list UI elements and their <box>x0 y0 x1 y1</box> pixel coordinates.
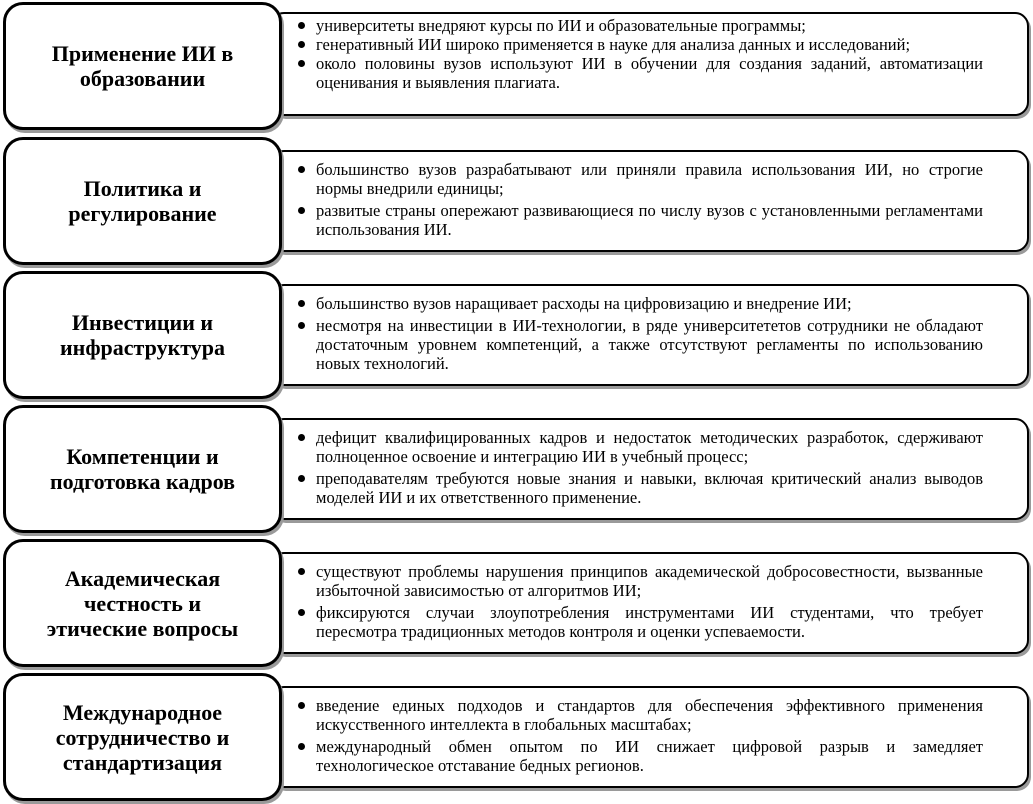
bullet-item: преподавателям требуются новые знания и навыки, включая критический анализ выводов моделей ИИ и их ответственного применение. <box>298 469 983 507</box>
bullet-icon <box>298 743 305 750</box>
bullet-icon <box>298 475 305 482</box>
section-title-box <box>3 271 282 399</box>
bullet-item: около половины вузов используют ИИ в обучении для создания заданий, автоматизации оценивания и выявления плагиата. <box>298 54 983 92</box>
bullet-item: большинство вузов разрабатывают или приняли правила использования ИИ, но строгие нормы внедрили единицы; <box>298 160 983 198</box>
section-title-box <box>3 539 282 667</box>
bullet-icon <box>298 434 305 441</box>
bullet-icon <box>298 22 305 29</box>
section-title: Применение ИИ в образовании <box>51 41 234 91</box>
bullet-item: международный обмен опытом по ИИ снижает цифровой разрыв и замедляет технологическое отставание бедных регионов. <box>298 737 983 775</box>
bullet-item: большинство вузов наращивает расходы на цифровизацию и внедрение ИИ; <box>298 294 983 313</box>
section-content-box <box>270 12 1029 116</box>
bullet-item: несмотря на инвестиции в ИИ-технологии, в ряде университететов сотрудники не обладают достаточным уровнем компетенций, а также отсутствуют регламенты по использованию новых технологий. <box>298 316 983 373</box>
bullet-item: существуют проблемы нарушения принципов академической добросовестности, вызванные избыточной зависимостью от алгоритмов ИИ; <box>298 562 983 600</box>
bullet-list <box>316 160 983 239</box>
bullet-icon <box>298 322 305 329</box>
bullet-icon <box>298 702 305 709</box>
section-title-box <box>3 405 282 533</box>
bullet-icon <box>298 41 305 48</box>
bullet-item: дефицит квалифицированных кадров и недостаток методических разработок, сдерживают полноценное освоение и интеграцию ИИ в учебный процесс; <box>298 428 983 466</box>
bullet-list <box>316 16 983 92</box>
bullet-list <box>316 428 983 507</box>
section-title: Политика и регулирование <box>68 176 217 226</box>
section-title: Компетенции и подготовка кадров <box>49 444 236 494</box>
bullet-item: университеты внедряют курсы по ИИ и образовательные программы; <box>298 16 983 35</box>
bullet-icon <box>298 166 305 173</box>
bullet-icon <box>298 60 305 67</box>
section-content-box <box>270 552 1029 654</box>
section-title-box <box>3 137 282 265</box>
bullet-item: развитые страны опережают развивающиеся по числу вузов с установленными регламентами использования ИИ. <box>298 201 983 239</box>
bullet-icon <box>298 609 305 616</box>
bullet-icon <box>298 207 305 214</box>
section-title-box <box>3 2 282 130</box>
bullet-icon <box>298 300 305 307</box>
section-title: Международное сотрудничество и стандартизация <box>55 699 230 775</box>
section-content-box <box>270 284 1029 386</box>
bullet-item: генеративный ИИ широко применяется в науке для анализа данных и исследований; <box>298 35 983 54</box>
section-title-box <box>3 673 282 801</box>
bullet-item: введение единых подходов и стандартов для обеспечения эффективного применения искусственного интеллекта в глобальных масштабах; <box>298 696 983 734</box>
bullet-list <box>316 562 983 641</box>
bullet-icon <box>298 568 305 575</box>
section-content-box <box>270 418 1029 520</box>
bullet-item: фиксируются случаи злоупотребления инструментами ИИ студентами, что требует пересмотра традиционных методов контроля и оценки успеваемости. <box>298 603 983 641</box>
section-title: Инвестиции и инфраструктура <box>59 310 226 360</box>
bullet-list <box>316 294 983 373</box>
section-content-box <box>270 686 1029 788</box>
bullet-list <box>316 696 983 775</box>
section-title: Академическая честность и этические вопросы <box>46 565 239 641</box>
section-content-box <box>270 150 1029 252</box>
